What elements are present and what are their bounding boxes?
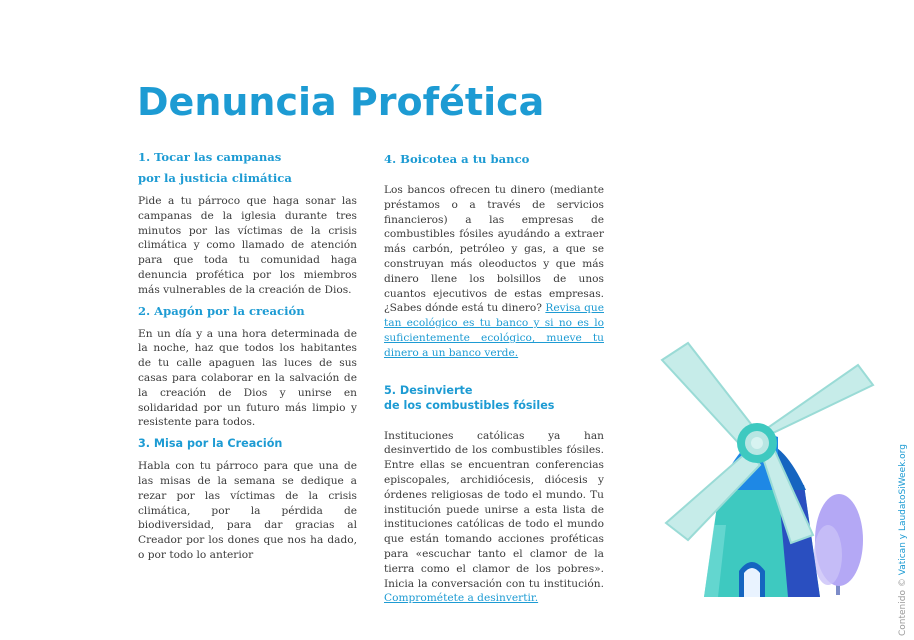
divest-link[interactable]: Comprométete a desinvertir. bbox=[384, 592, 539, 605]
section-4-body: Los bancos ofrecen tu dinero (mediante préstamos o a través de servicios financieros) a las empresas de combustibles fósiles ayudándo a extraer más carbón, petróleo y gas, a que se construyan más oleoductos y que más dinero llene los bolsillos de unos cuantos ejecutivos de estas empresas. ¿Sabes dónde está tu dinero? bbox=[384, 184, 604, 315]
right-column bbox=[384, 152, 604, 606]
tree-illustration bbox=[814, 494, 863, 595]
section-3-text: Habla con tu párroco para que una de las misas de la semana se dedique a rezar por las víctimas de la crisis climática, por la pérdida de biodiversidad, para dar gracias al Creador por los dones que nos ha dado, o por todo lo anterior bbox=[138, 460, 357, 561]
section-5-heading-line2: de los combustibles fósiles bbox=[384, 398, 555, 412]
section-5-heading-line1: 5. Desinvierte bbox=[384, 383, 473, 397]
section-1-heading-line1: 1. Tocar las campanas bbox=[138, 150, 282, 164]
section-2-heading: 2. Apagón por la creación bbox=[138, 303, 305, 318]
section-3-heading: 3. Misa por la Creación bbox=[138, 437, 283, 451]
left-column bbox=[138, 150, 357, 563]
windmill-illustration bbox=[648, 325, 878, 610]
section-4-heading: 4. Boicotea a tu banco bbox=[384, 152, 530, 166]
green-bank-link[interactable]: Revisa que tan ecológico es tu banco y si no es lo suficientemente ecológico, mueve tu dinero a un banco verde. bbox=[384, 302, 604, 359]
section-1-heading-line2: por la justicia climática bbox=[138, 171, 292, 185]
section-1-text: Pide a tu párroco que haga sonar las campanas de la iglesia durante tres minutos por las víctimas de la crisis climática y como llamado de atención para que toda tu comunidad haga denuncia profética por los miembros más vulnerables de la creación de Dios. bbox=[138, 195, 357, 296]
credit-prefix: Contenido © bbox=[898, 578, 908, 636]
section-2-text: En un día y a una hora determinada de la noche, haz que todos los habitantes de tu calle apaguen las luces de sus casas para colaborar en la salvación de la creación de Dios y unirse en solidaridad por un futuro más limpio y resistente para todos. bbox=[138, 327, 357, 429]
section-4-text bbox=[384, 183, 604, 361]
page-title: Denuncia Profética bbox=[137, 80, 545, 124]
image-credit bbox=[874, 440, 914, 640]
section-5-text bbox=[384, 429, 604, 607]
credit-site: Vatican y LaudatoSiWeek.org bbox=[898, 444, 908, 576]
section-5-body: Instituciones católicas ya han desinvertido de los combustibles fósiles. Entre ellas se encuentran conferencias episcopales, archidiócesis, diócesis y órdenes religiosas de todo el mundo. Tu institución puede unirse a esta lista de instituciones católicas de todo el mundo que están tomando acciones proféticas para «escuchar tanto el clamor de la tierra como el clamor de los pobres». Inicia la conversación con tu institución. bbox=[384, 429, 604, 590]
